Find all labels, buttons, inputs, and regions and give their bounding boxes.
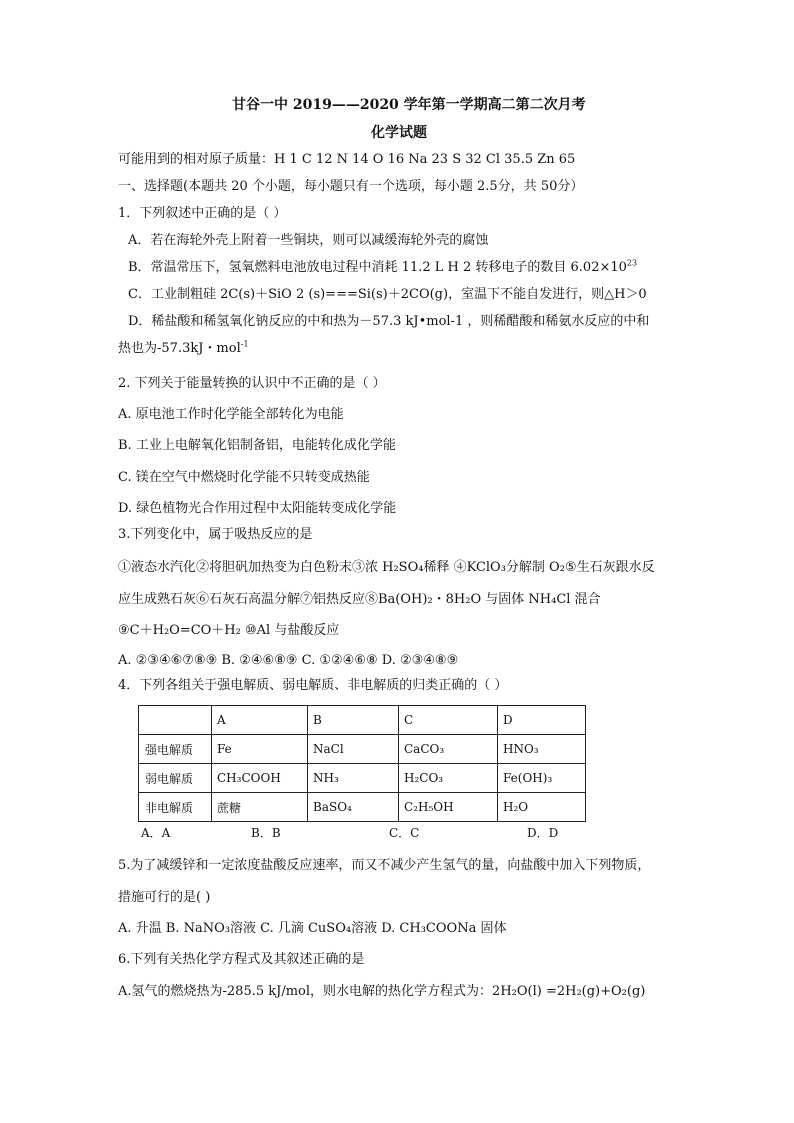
table-header-cell: [139, 706, 212, 735]
section-heading: 一、选择题(本题共 20 个小题，每小题只有一个选项，每小题 2.5分，共 50分）: [118, 179, 584, 194]
table-cell: 非电解质: [139, 793, 212, 822]
question-4-option-a: A．A: [141, 826, 171, 840]
table-cell: 强电解质: [139, 735, 212, 764]
table-cell: NH₃: [308, 764, 399, 793]
table-row: [139, 764, 586, 793]
question-3-line-3: ⑨C＋H₂O=CO＋H₂ ⑩Al 与盐酸反应: [118, 623, 340, 638]
question-5-stem: 5.为了减缓锌和一定浓度盐酸反应速率，而又不减少产生氢气的量，向盐酸中加入下列物质，: [118, 858, 651, 873]
page-title: 甘谷一中 2019——2020 学年第一学期高二第二次月考: [232, 97, 586, 113]
table-row: [139, 793, 586, 822]
table-cell: CH₃COOH: [212, 764, 308, 793]
question-4-option-d: D．D: [527, 826, 559, 840]
electrolyte-table: [138, 705, 586, 822]
table-cell: H₂CO₃: [399, 764, 498, 793]
question-1-option-a: A．若在海轮外壳上附着一些铜块，则可以减缓海轮外壳的腐蚀: [128, 233, 489, 248]
table-header-cell: B: [308, 706, 399, 735]
question-1-option-d-text: 热也为-57.3kJ・mol: [118, 341, 241, 356]
table-cell: BaSO₄: [308, 793, 399, 822]
question-3-line-2: 应生成熟石灰⑥石灰石高温分解⑦铝热反应⑧Ba(OH)₂・8H₂O 与固体 NH₄Cl 混合: [118, 592, 601, 607]
table-cell: 弱电解质: [139, 764, 212, 793]
question-6-stem: 6.下列有关热化学方程式及其叙述正确的是: [118, 952, 365, 967]
question-5-stem-continued: 措施可行的是( ): [118, 890, 211, 905]
question-1-option-b-text: B．常温常压下，氢氧燃料电池放电过程中消耗 11.2 L H 2 转移电子的数目 6.02×10: [128, 260, 627, 275]
table-header-row: [139, 706, 586, 735]
question-5-options: A. 升温 B. NaNO₃溶液 C. 几滴 CuSO₄溶液 D. CH₃COONa 固体: [118, 921, 507, 936]
question-1-option-d: D．稀盐酸和稀氢氧化钠反应的中和热为－57.3 kJ•mol-1 ，则稀醋酸和稀氨水反应的中和: [128, 314, 650, 329]
question-1-option-c: C．工业制粗硅 2C(s)＋SiO 2 (s)===Si(s)＋2CO(g)，室温下不能自发进行，则△H＞0: [128, 287, 647, 302]
question-1-stem: 1．下列叙述中正确的是（ ）: [118, 206, 287, 221]
question-2-stem: 2. 下列关于能量转换的认识中不正确的是（ ）: [118, 376, 386, 391]
question-4-stem: 4．下列各组关于强电解质、弱电解质、非电解质的归类正确的（ ）: [118, 678, 508, 693]
table-cell: CaCO₃: [399, 735, 498, 764]
table-header-cell: D: [498, 706, 586, 735]
question-2-option-c: C. 镁在空气中燃烧时化学能不只转变成热能: [118, 470, 370, 485]
question-4-option-c: C．C: [389, 826, 420, 840]
question-3-line-1: ①液态水汽化②将胆矾加热变为白色粉末③浓 H₂SO₄稀释 ④KClO₃分解制 O₂⑤生石灰跟水反: [118, 560, 655, 575]
question-3-options: A. ②③④⑥⑦⑧⑨ B. ②④⑥⑧⑨ C. ①②④⑥⑧ D. ②③④⑧⑨: [118, 653, 459, 668]
table-cell: Fe: [212, 735, 308, 764]
atomic-mass-line: 可能用到的相对原子质量：H 1 C 12 N 14 O 16 Na 23 S 32 Cl 35.5 Zn 65: [118, 152, 576, 167]
question-1-option-b: [128, 259, 637, 277]
question-6-option-a: A.氢气的燃烧热为-285.5 kJ/mol，则水电解的热化学方程式为：2H₂O(l) =2H₂(g)+O₂(g): [118, 984, 646, 999]
question-1-option-b-exponent: 23: [626, 258, 638, 268]
page-subtitle: 化学试题: [371, 125, 427, 141]
table-cell: NaCl: [308, 735, 399, 764]
question-2-option-b: B. 工业上电解氧化铝制备铝，电能转化成化学能: [118, 438, 396, 453]
question-3-stem: 3.下列变化中，属于吸热反应的是: [118, 527, 313, 542]
question-2-option-d: D. 绿色植物光合作用过程中太阳能转变成化学能: [118, 501, 397, 516]
question-4-option-b: B．B: [251, 826, 281, 840]
table-cell: 蔗糖: [212, 793, 308, 822]
question-1-option-d-continued: [118, 340, 249, 358]
table-cell: H₂O: [498, 793, 586, 822]
table-row: [139, 735, 586, 764]
table-cell: HNO₃: [498, 735, 586, 764]
table-cell: Fe(OH)₃: [498, 764, 586, 793]
table-cell: C₂H₅OH: [399, 793, 498, 822]
question-1-option-d-exponent: -1: [240, 339, 249, 349]
table-header-cell: A: [212, 706, 308, 735]
table-header-cell: C: [399, 706, 498, 735]
question-2-option-a: A. 原电池工作时化学能全部转化为电能: [118, 407, 344, 422]
